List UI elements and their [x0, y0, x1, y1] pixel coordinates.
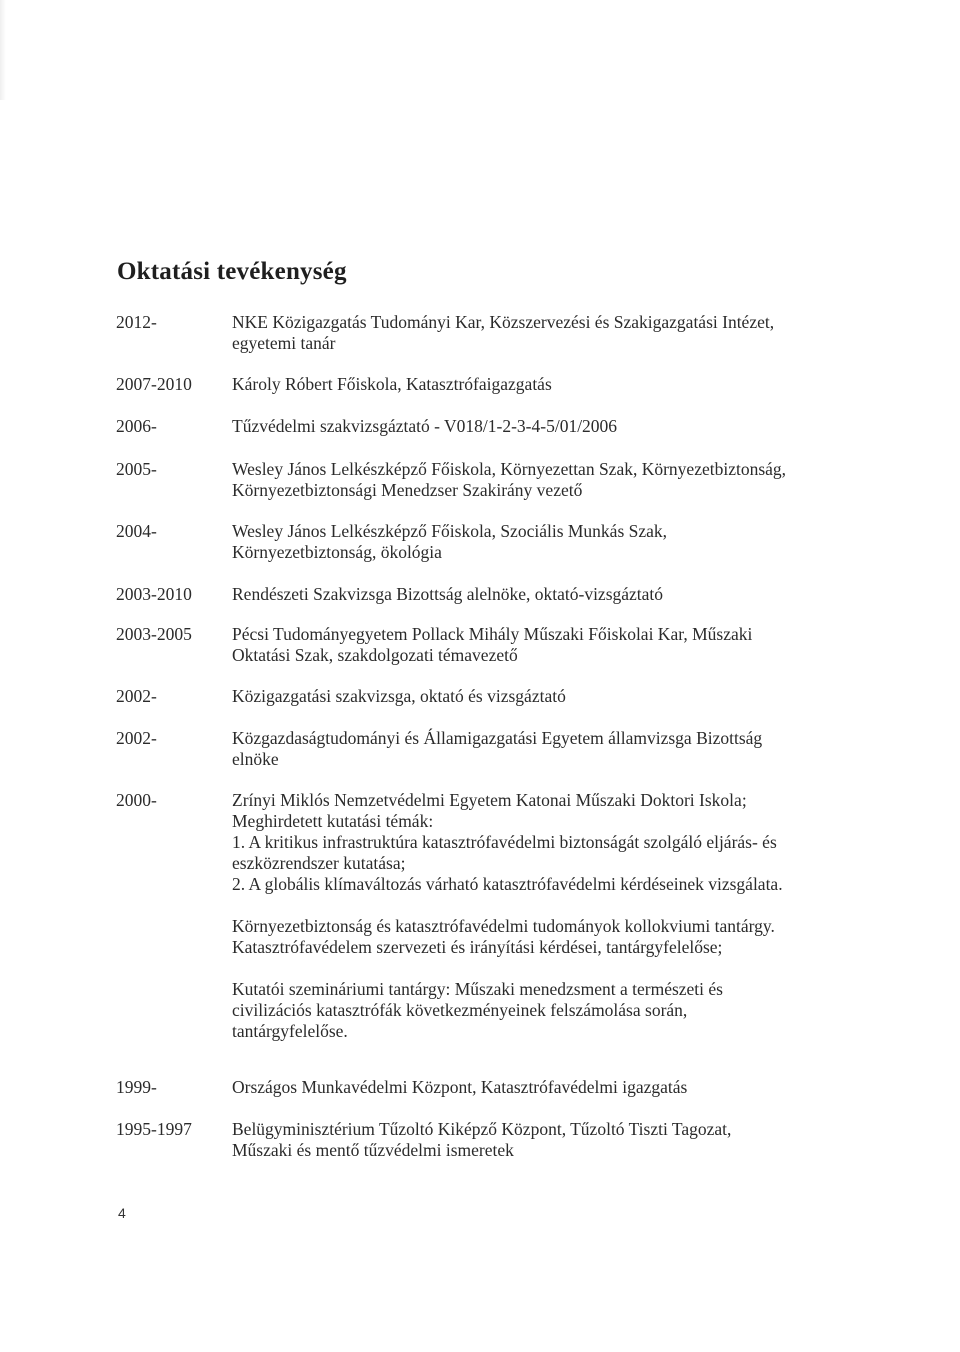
entry-description [232, 1077, 852, 1098]
entry-description-line: 2. A globális klímaváltozás várható katasztrófavédelmi kérdéseinek vizsgálata. [232, 874, 783, 894]
entry-description-line: Meghirdetett kutatási témák: [232, 811, 434, 831]
entry-description-line: Pécsi Tudományegyetem Pollack Mihály Műszaki Főiskolai Kar, Műszaki [232, 624, 753, 644]
entry-description-line: Országos Munkavédelmi Központ, Katasztrófavédelmi igazgatás [232, 1077, 688, 1097]
entry-description [232, 686, 852, 707]
section-heading: Oktatási tevékenység [117, 258, 347, 285]
entry-description-line: Oktatási Szak, szakdolgozati témavezető [232, 645, 518, 665]
entry-description-line: Kutatói szemináriumi tantárgy: Műszaki menedzsment a természeti és [232, 979, 723, 999]
entry-description [232, 1119, 852, 1161]
entry-description-line: elnöke [232, 749, 279, 769]
entry-year: 2005- [116, 459, 157, 479]
entry-description [232, 624, 852, 666]
entry-year: 2003-2005 [116, 624, 192, 644]
entry-description-line: Belügyminisztérium Tűzoltó Kiképző Központ, Tűzoltó Tiszti Tagozat, [232, 1119, 732, 1139]
entry-year: 2004- [116, 521, 157, 541]
entry-description-line: Közigazgatási szakvizsga, oktató és vizsgáztató [232, 686, 566, 706]
entry-description [232, 790, 852, 1042]
entry-description [232, 416, 852, 437]
entry-year: 2003-2010 [116, 584, 192, 604]
entry-description-line: Közgazdaságtudományi és Államigazgatási Egyetem államvizsga Bizottság [232, 728, 763, 748]
paragraph-gap [232, 895, 852, 916]
entry-description-line: Wesley János Lelkészképző Főiskola, Szociális Munkás Szak, [232, 521, 668, 541]
entry-year: 2007-2010 [116, 374, 192, 394]
entry-description-line: Wesley János Lelkészképző Főiskola, Környezettan Szak, Környezetbiztonság, [232, 459, 787, 479]
entry-description-line: eszközrendszer kutatása; [232, 853, 406, 873]
scan-edge-shadow [0, 0, 6, 100]
entry-description-line: Műszaki és mentő tűzvédelmi ismeretek [232, 1140, 514, 1160]
paragraph-gap [232, 958, 852, 979]
entry-description-line: NKE Közigazgatás Tudományi Kar, Közszervezési és Szakigazgatási Intézet, [232, 312, 775, 332]
entry-description-line: Zrínyi Miklós Nemzetvédelmi Egyetem Katonai Műszaki Doktori Iskola; [232, 790, 747, 810]
entry-description [232, 374, 852, 395]
entry-description-line: tantárgyfelelőse. [232, 1021, 348, 1041]
entry-description-line: Környezetbiztonsági Menedzser Szakirány vezető [232, 480, 583, 500]
entry-description-line: Katasztrófavédelem szervezeti és irányítási kérdései, tantárgyfelelőse; [232, 937, 723, 957]
page-number: 4 [118, 1205, 126, 1221]
entry-description [232, 521, 852, 563]
entry-description-line: Rendészeti Szakvizsga Bizottság alelnöke, oktató-vizsgáztató [232, 584, 664, 604]
entry-description-line: Környezetbiztonság és katasztrófavédelmi tudományok kollokviumi tantárgy. [232, 916, 775, 936]
entry-description-line: civilizációs katasztrófák következményeinek felszámolása során, [232, 1000, 688, 1020]
entry-year: 2012- [116, 312, 157, 332]
entry-year: 2000- [116, 790, 157, 810]
entry-description-line: Tűzvédelmi szakvizsgáztató - V018/1-2-3-4-5/01/2006 [232, 416, 618, 436]
entry-description-line: Környezetbiztonság, ökológia [232, 542, 442, 562]
entry-description-line: 1. A kritikus infrastruktúra katasztrófavédelmi biztonságát szolgáló eljárás- és [232, 832, 777, 852]
entry-description [232, 459, 852, 501]
entry-description [232, 312, 852, 354]
entry-description-line: Károly Róbert Főiskola, Katasztrófaigazgatás [232, 374, 552, 394]
entry-year: 2002- [116, 728, 157, 748]
entry-year: 1995-1997 [116, 1119, 192, 1139]
entry-description-line: egyetemi tanár [232, 333, 336, 353]
entry-year: 2002- [116, 686, 157, 706]
entry-year: 1999- [116, 1077, 157, 1097]
entry-description [232, 584, 852, 605]
entry-description [232, 728, 852, 770]
entry-year: 2006- [116, 416, 157, 436]
